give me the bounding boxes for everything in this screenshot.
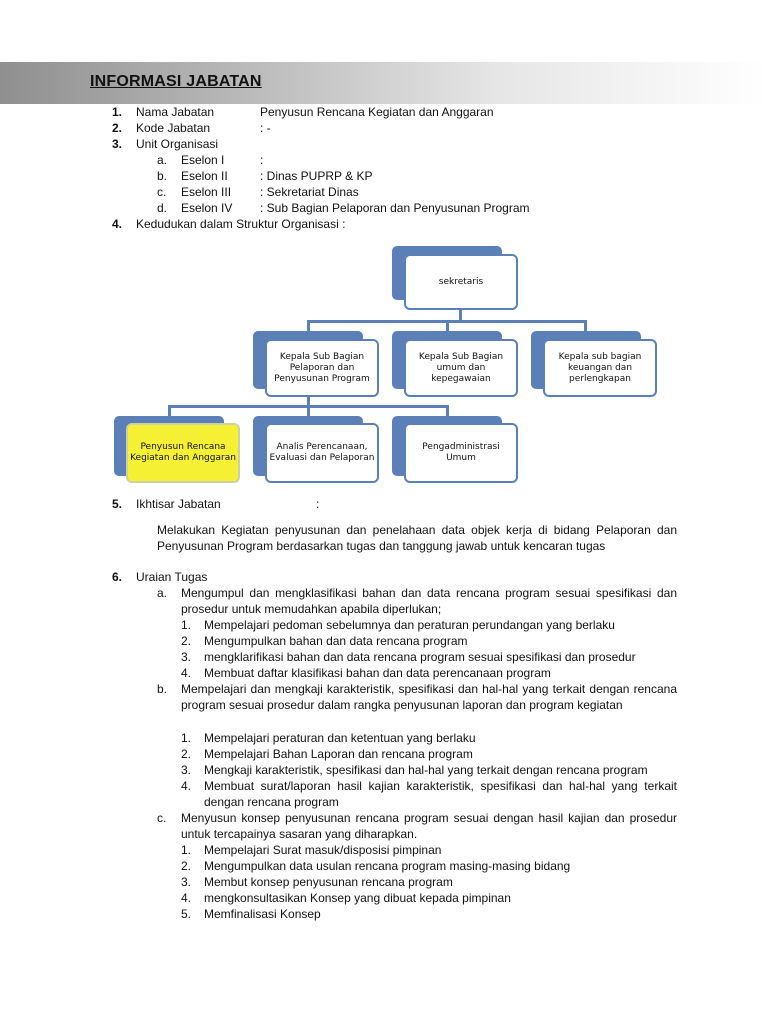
field-label: Unit Organisasi bbox=[136, 137, 219, 151]
eselon-label: Eselon II bbox=[181, 169, 228, 183]
field-value: Penyusun Rencana Kegiatan dan Anggaran bbox=[260, 105, 494, 119]
task-text: Mengumpul dan mengklasifikasi bahan dan data rencana program sesuai spesifikasi dan prosedur untuk memudahkan apabila diperlukan; bbox=[181, 586, 677, 616]
task-text: Mempelajari dan mengkaji karakteristik, spesifikasi dan hal-hal yang terkait dengan rencana program sesuai prosedur dalam rangka penyusunan laporan dan program kegiatan bbox=[181, 682, 677, 712]
org-box-analis bbox=[265, 423, 379, 483]
eselon-letter: a. bbox=[157, 153, 168, 167]
field-number: 2. bbox=[112, 121, 123, 135]
section-colon: : bbox=[316, 497, 320, 511]
eselon-value: : Dinas PUPRP & KP bbox=[260, 169, 373, 183]
subtask-text: mengklarifikasi bahan dan data rencana program sesuai spesifikasi dan prosedur bbox=[204, 650, 636, 664]
subtask-text: Mengumpulkan bahan dan data rencana program bbox=[204, 634, 468, 648]
subtask-text: Mengkaji karakteristik, spesifikasi dan hal-hal yang terkait dengan rencana program bbox=[204, 763, 648, 777]
field-value: : - bbox=[260, 121, 271, 135]
subtask-text: Mempelajari Bahan Laporan dan rencana program bbox=[204, 747, 473, 761]
org-box-label: sekretaris bbox=[438, 276, 484, 287]
subtask-text: Mempelajari pedoman sebelumnya dan peraturan perundangan yang berlaku bbox=[204, 618, 615, 632]
org-box-kasubag-keuangan bbox=[543, 339, 657, 397]
subtask-text: mengkonsultasikan Konsep yang dibuat kepada pimpinan bbox=[204, 891, 511, 905]
org-box-kasubag-pelaporan bbox=[265, 339, 379, 397]
eselon-label: Eselon I bbox=[181, 153, 225, 167]
eselon-label: Eselon IV bbox=[181, 201, 233, 215]
eselon-letter: b. bbox=[157, 169, 168, 183]
org-box-label: Kepala Sub Bagian umum dan kepegawaian bbox=[418, 351, 504, 384]
subtask-number: 4. bbox=[181, 779, 192, 793]
subtask-number: 5. bbox=[181, 907, 192, 921]
ikhtisar-text: Melakukan Kegiatan penyusunan dan penelahaan data objek kerja di bidang Pelaporan dan Penyusunan Program berdasarkan tugas dan tanggung jawab untuk kencaran tugas bbox=[157, 523, 677, 553]
subtask-number: 4. bbox=[181, 891, 192, 905]
subtask-text: Mempelajari Surat masuk/disposisi pimpinan bbox=[204, 843, 442, 857]
eselon-value: : Sub Bagian Pelaporan dan Penyusunan Program bbox=[260, 201, 530, 215]
subtask-number: 2. bbox=[181, 859, 192, 873]
org-box-label: Kepala Sub Bagian Pelaporan dan Penyusunan Program bbox=[274, 351, 370, 384]
org-box-sekretaris bbox=[404, 254, 518, 310]
field-label: Nama Jabatan bbox=[136, 105, 215, 119]
page-title: INFORMASI JABATAN bbox=[90, 73, 262, 90]
org-box-label: Analis Perencanaan, Evaluasi dan Pelaporan bbox=[269, 442, 375, 463]
subtask-number: 2. bbox=[181, 634, 192, 648]
subtask-number: 1. bbox=[181, 618, 192, 632]
eselon-value: : Sekretariat Dinas bbox=[260, 185, 359, 199]
section-number: 4. bbox=[112, 217, 123, 231]
subtask-text: Mempelajari peraturan dan ketentuan yang berlaku bbox=[204, 731, 476, 745]
subtask-text: Mengumpulkan data usulan rencana program masing-masing bidang bbox=[204, 859, 571, 873]
subtask-number: 1. bbox=[181, 843, 192, 857]
subtask-number: 2. bbox=[181, 747, 192, 761]
subtask-number: 3. bbox=[181, 875, 192, 889]
task-text: Menyusun konsep penyusunan rencana program sesuai dengan hasil kajian dan prosedur untuk tercapainya sasaran yang diharapkan. bbox=[181, 811, 677, 841]
org-box-kasubag-umum bbox=[404, 339, 518, 397]
field-label: Kode Jabatan bbox=[136, 121, 211, 135]
section-number: 6. bbox=[112, 570, 123, 584]
subtask-number: 4. bbox=[181, 666, 192, 680]
field-number: 1. bbox=[112, 105, 123, 119]
subtask-number: 1. bbox=[181, 731, 192, 745]
eselon-label: Eselon III bbox=[181, 185, 232, 199]
org-box-label: Kepala sub bagian keuangan dan perlengkapan bbox=[558, 351, 642, 384]
org-box-pengadministrasi bbox=[404, 423, 518, 483]
subtask-text: Memfinalisasi Konsep bbox=[204, 907, 321, 921]
org-box-label: Penyusun Rencana Kegiatan dan Anggaran bbox=[130, 442, 236, 463]
subtask-text: Membut konsep penyusunan rencana program bbox=[204, 875, 453, 889]
subtask-text: Membuat daftar klasifikasi bahan dan data perencanaan program bbox=[204, 666, 551, 680]
org-box-penyusun-highlighted bbox=[126, 423, 240, 483]
eselon-value: : bbox=[260, 153, 264, 167]
subtask-number: 3. bbox=[181, 763, 192, 777]
org-box-label: Pengadministrasi Umum bbox=[422, 442, 500, 463]
task-letter: a. bbox=[157, 586, 168, 600]
field-number: 3. bbox=[112, 137, 123, 151]
section-number: 5. bbox=[112, 497, 123, 511]
eselon-letter: d. bbox=[157, 201, 168, 215]
subtask-text: Membuat surat/laporan hasil kajian karakteristik, spesifikasi dan hal-hal yang terkait dengan rencana program bbox=[204, 779, 677, 809]
section-label: Uraian Tugas bbox=[136, 570, 208, 584]
eselon-letter: c. bbox=[157, 185, 167, 199]
task-letter: b. bbox=[157, 682, 168, 696]
task-letter: c. bbox=[157, 811, 167, 825]
subtask-number: 3. bbox=[181, 650, 192, 664]
section-label: Ikhtisar Jabatan bbox=[136, 497, 221, 511]
section-label: Kedudukan dalam Struktur Organisasi : bbox=[136, 217, 346, 231]
